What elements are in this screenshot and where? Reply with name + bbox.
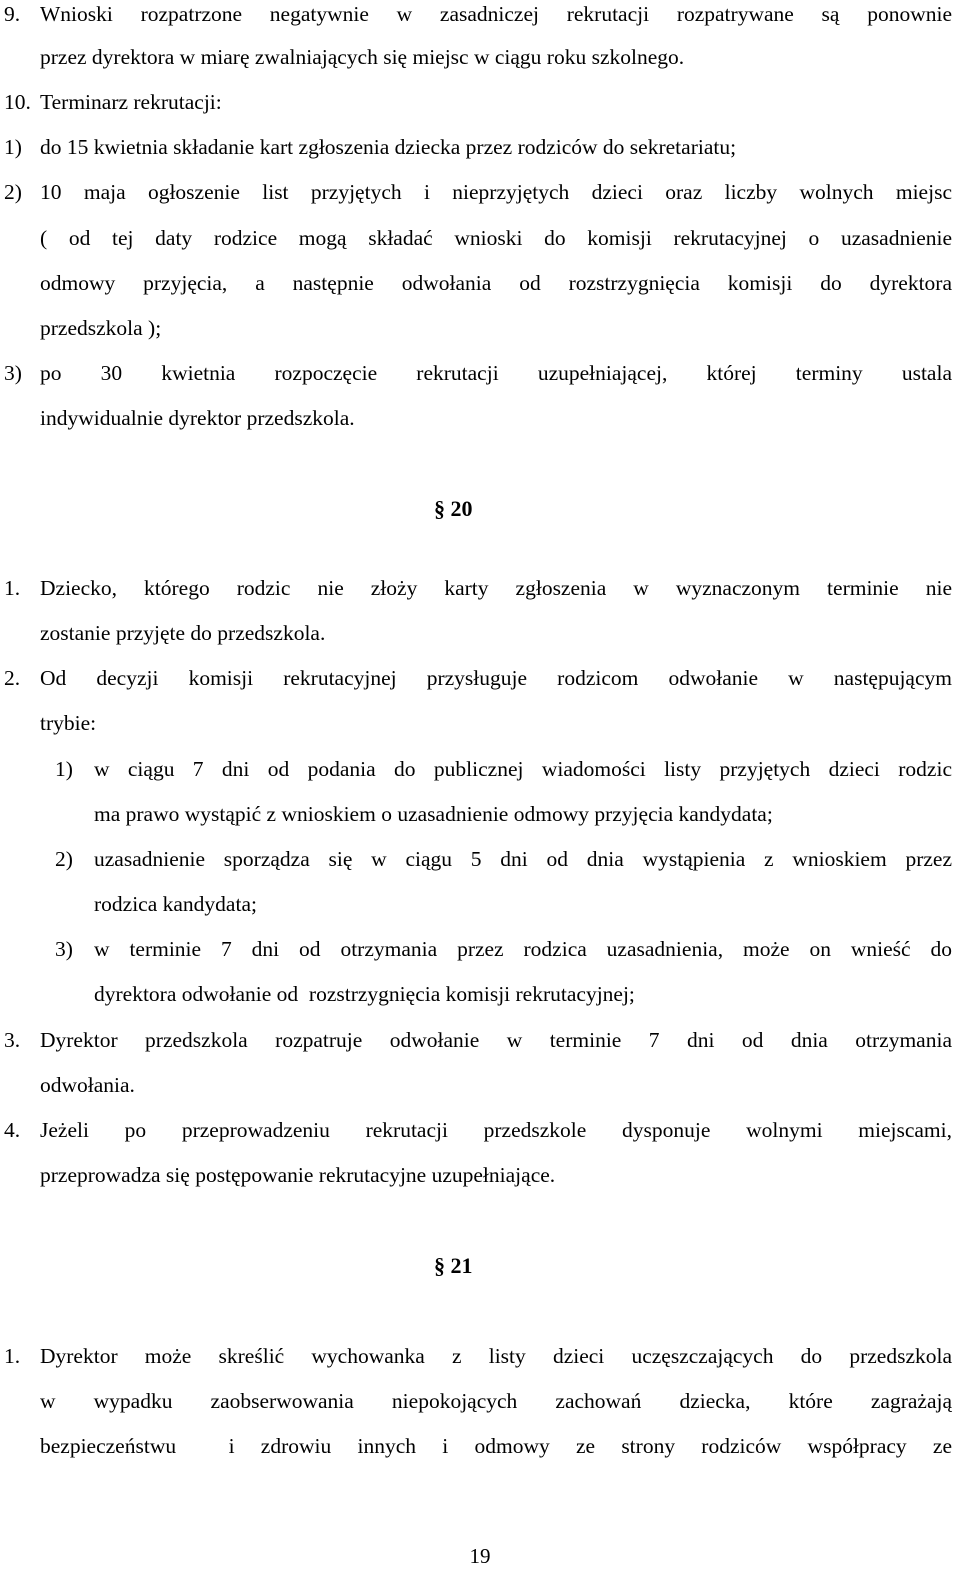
text-line: w ciągu 7 dni od podania do publicznej wiadomości listy przyjętych dzieci rodzic <box>94 757 952 781</box>
text-line: 10 maja ogłoszenie list przyjętych i nieprzyjętych dzieci oraz liczby wolnych miejsc <box>40 180 952 204</box>
item-number: 1) <box>55 757 73 781</box>
text-line: przedszkola ); <box>40 316 162 340</box>
text-line: przeprowadza się postępowanie rekrutacyjne uzupełniające. <box>40 1163 556 1187</box>
text-line: do 15 kwietnia składanie kart zgłoszenia dziecka przez rodziców do sekretariatu; <box>40 135 737 159</box>
text-line: w terminie 7 dni od otrzymania przez rodzica uzasadnienia, może on wnieść do <box>94 937 952 961</box>
text-line: Terminarz rekrutacji: <box>40 90 222 114</box>
item-number: 2) <box>4 180 22 204</box>
text-line: bezpieczeństwu i zdrowiu innych i odmowy ze strony rodziców współpracy ze <box>40 1434 952 1458</box>
text-line: trybie: <box>40 711 97 735</box>
text-line: przez dyrektora w miarę zwalniających się miejsc w ciągu roku szkolnego. <box>40 45 685 69</box>
text-line: rodzica kandydata; <box>94 892 257 916</box>
text-line: Dyrektor może skreślić wychowanka z listy dzieci uczęszczających do przedszkola <box>40 1344 952 1368</box>
text-line: w wypadku zaobserwowania niepokojących zachowań dziecka, które zagrażają <box>40 1389 952 1413</box>
item-number: 1) <box>4 135 22 159</box>
item-number: 3) <box>4 361 22 385</box>
item-number: 4. <box>4 1118 21 1142</box>
text-line: zostanie przyjęte do przedszkola. <box>40 621 326 645</box>
text-line: Wnioski rozpatrzone negatywnie w zasadniczej rekrutacji rozpatrywane są ponownie <box>40 2 952 26</box>
section-heading: § 21 <box>434 1253 473 1278</box>
item-number: 10. <box>4 90 31 114</box>
text-line: odwołania. <box>40 1073 135 1097</box>
item-number: 2. <box>4 666 21 690</box>
item-number: 3. <box>4 1028 21 1052</box>
item-number: 1. <box>4 1344 21 1368</box>
item-number: 3) <box>55 937 73 961</box>
section-heading: § 20 <box>434 496 473 521</box>
item-number: 9. <box>4 2 21 26</box>
text-line: po 30 kwietnia rozpoczęcie rekrutacji uzupełniającej, której terminy ustala <box>40 361 952 385</box>
page-number: 19 <box>469 1544 491 1568</box>
text-line: odmowy przyjęcia, a następnie odwołania od rozstrzygnięcia komisji do dyrektora <box>40 271 952 295</box>
text-line: Od decyzji komisji rekrutacyjnej przysługuje rodzicom odwołanie w następującym <box>40 666 952 690</box>
text-line: dyrektora odwołanie od rozstrzygnięcia komisji rekrutacyjnej; <box>94 982 635 1006</box>
text-line: Dziecko, którego rodzic nie złoży karty zgłoszenia w wyznaczonym terminie nie <box>40 576 952 600</box>
text-line: uzasadnienie sporządza się w ciągu 5 dni od dnia wystąpienia z wnioskiem przez <box>94 847 952 871</box>
text-line: Dyrektor przedszkola rozpatruje odwołanie w terminie 7 dni od dnia otrzymania <box>40 1028 952 1052</box>
text-line: indywidualnie dyrektor przedszkola. <box>40 406 355 430</box>
item-number: 1. <box>4 576 21 600</box>
item-number: 2) <box>55 847 73 871</box>
text-line: ( od tej daty rodzice mogą składać wnioski do komisji rekrutacyjnej o uzasadnienie <box>40 226 952 250</box>
text-line: ma prawo wystąpić z wnioskiem o uzasadnienie odmowy przyjęcia kandydata; <box>94 802 773 826</box>
text-line: Jeżeli po przeprowadzeniu rekrutacji przedszkole dysponuje wolnymi miejscami, <box>40 1118 952 1142</box>
